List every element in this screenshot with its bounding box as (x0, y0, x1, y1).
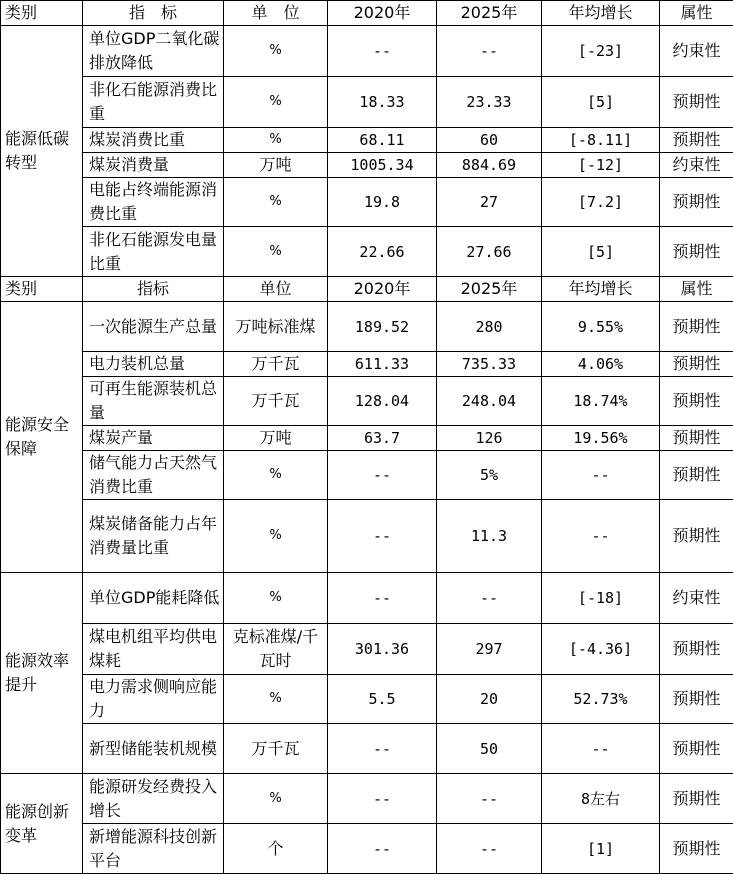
header-2020: 2020年 (328, 1, 437, 26)
value-2020-cell: 19.8 (328, 178, 437, 227)
attribute-cell: 预期性 (660, 774, 733, 824)
header-category: 类别 (1, 277, 83, 302)
table-row (1, 227, 733, 277)
value-2025-cell: 11.3 (437, 500, 542, 573)
indicator-cell: 电能占终端能源消费比重 (83, 178, 224, 227)
attribute-cell: 预期性 (660, 724, 733, 774)
header-growth: 年均增长 (542, 1, 660, 26)
unit-cell: 克标准煤/千瓦时 (224, 624, 328, 675)
attribute-cell: 约束性 (660, 573, 733, 624)
growth-cell: 18.74% (542, 377, 660, 426)
growth-cell: 19.56% (542, 426, 660, 451)
table-header-row (1, 1, 733, 26)
unit-cell: 万千瓦 (224, 724, 328, 774)
table-row (1, 178, 733, 227)
value-2020-cell: -- (328, 573, 437, 624)
header-2025: 2025年 (437, 1, 542, 26)
growth-cell: 52.73% (542, 675, 660, 724)
value-2020-cell: 301.36 (328, 624, 437, 675)
unit-cell: 万千瓦 (224, 377, 328, 426)
unit-cell: % (224, 128, 328, 153)
table-row (1, 77, 733, 128)
indicator-cell: 煤炭消费比重 (83, 128, 224, 153)
table-row (1, 352, 733, 377)
table-row (1, 377, 733, 426)
unit-cell: % (224, 227, 328, 277)
growth-cell: [-4.36] (542, 624, 660, 675)
value-2025-cell: -- (437, 774, 542, 824)
attribute-cell: 预期性 (660, 377, 733, 426)
attribute-cell: 预期性 (660, 500, 733, 573)
value-2020-cell: 68.11 (328, 128, 437, 153)
attribute-cell: 预期性 (660, 624, 733, 675)
attribute-cell: 预期性 (660, 352, 733, 377)
unit-cell: 个 (224, 824, 328, 874)
indicator-cell: 煤电机组平均供电煤耗 (83, 624, 224, 675)
indicator-cell: 新增能源科技创新平台 (83, 824, 224, 874)
value-2020-cell: 1005.34 (328, 153, 437, 178)
value-2020-cell: -- (328, 824, 437, 874)
growth-cell: [-8.11] (542, 128, 660, 153)
header-unit: 单位 (224, 277, 328, 302)
attribute-cell: 预期性 (660, 675, 733, 724)
growth-cell: [7.2] (542, 178, 660, 227)
attribute-cell: 预期性 (660, 77, 733, 128)
value-2025-cell: -- (437, 573, 542, 624)
header-growth: 年均增长 (542, 277, 660, 302)
unit-cell: 万吨 (224, 426, 328, 451)
unit-cell: % (224, 451, 328, 500)
value-2025-cell: 735.33 (437, 352, 542, 377)
section-category: 能源低碳转型 (1, 26, 83, 277)
value-2020-cell: -- (328, 500, 437, 573)
header-indicator: 指 标 (83, 1, 224, 26)
unit-cell: % (224, 573, 328, 624)
section-category: 能源安全保障 (1, 302, 83, 573)
attribute-cell: 约束性 (660, 153, 733, 178)
table-row (1, 724, 733, 774)
growth-cell: [5] (542, 227, 660, 277)
section-category: 能源创新变革 (1, 774, 83, 874)
value-2025-cell: 5% (437, 451, 542, 500)
value-2020-cell: 18.33 (328, 77, 437, 128)
attribute-cell: 预期性 (660, 302, 733, 352)
unit-cell: % (224, 178, 328, 227)
table-row (1, 624, 733, 675)
table-row (1, 128, 733, 153)
table-row (1, 302, 733, 352)
header-2025: 2025年 (437, 277, 542, 302)
indicator-cell: 煤炭产量 (83, 426, 224, 451)
attribute-cell: 预期性 (660, 426, 733, 451)
table-row (1, 426, 733, 451)
value-2025-cell: 280 (437, 302, 542, 352)
value-2025-cell: -- (437, 26, 542, 77)
value-2020-cell: 22.66 (328, 227, 437, 277)
growth-cell: [-23] (542, 26, 660, 77)
unit-cell: 万千瓦 (224, 352, 328, 377)
header-attr: 属性 (660, 277, 733, 302)
value-2020-cell: 189.52 (328, 302, 437, 352)
table-header-row (1, 277, 733, 302)
table-row (1, 451, 733, 500)
value-2025-cell: 50 (437, 724, 542, 774)
table-row (1, 153, 733, 178)
value-2025-cell: 126 (437, 426, 542, 451)
value-2020-cell: -- (328, 774, 437, 824)
indicator-cell: 非化石能源消费比重 (83, 77, 224, 128)
indicator-cell: 单位GDP二氧化碳排放降低 (83, 26, 224, 77)
attribute-cell: 预期性 (660, 227, 733, 277)
attribute-cell: 预期性 (660, 451, 733, 500)
value-2025-cell: 60 (437, 128, 542, 153)
indicator-cell: 可再生能源装机总量 (83, 377, 224, 426)
unit-cell: % (224, 500, 328, 573)
table-row (1, 26, 733, 77)
growth-cell: 9.55% (542, 302, 660, 352)
header-attr: 属性 (660, 1, 733, 26)
value-2025-cell: 27.66 (437, 227, 542, 277)
value-2020-cell: 5.5 (328, 675, 437, 724)
header-2020: 2020年 (328, 277, 437, 302)
indicator-cell: 新型储能装机规模 (83, 724, 224, 774)
header-indicator: 指标 (83, 277, 224, 302)
growth-cell: [-18] (542, 573, 660, 624)
indicator-cell: 电力需求侧响应能力 (83, 675, 224, 724)
attribute-cell: 预期性 (660, 128, 733, 153)
unit-cell: % (224, 77, 328, 128)
indicator-cell: 能源研发经费投入增长 (83, 774, 224, 824)
section-category: 能源效率提升 (1, 573, 83, 774)
indicator-cell: 储气能力占天然气消费比重 (83, 451, 224, 500)
value-2025-cell: 248.04 (437, 377, 542, 426)
header-category: 类别 (1, 1, 83, 26)
table-row (1, 774, 733, 824)
value-2020-cell: -- (328, 724, 437, 774)
table-row (1, 675, 733, 724)
value-2025-cell: 23.33 (437, 77, 542, 128)
unit-cell: 万吨标准煤 (224, 302, 328, 352)
unit-cell: % (224, 774, 328, 824)
table-row (1, 824, 733, 874)
value-2020-cell: -- (328, 26, 437, 77)
growth-cell: 4.06% (542, 352, 660, 377)
attribute-cell: 约束性 (660, 26, 733, 77)
indicator-cell: 非化石能源发电量比重 (83, 227, 224, 277)
indicator-cell: 煤炭储备能力占年消费量比重 (83, 500, 224, 573)
growth-cell: -- (542, 724, 660, 774)
growth-cell: [5] (542, 77, 660, 128)
value-2025-cell: 20 (437, 675, 542, 724)
table-row (1, 500, 733, 573)
unit-cell: % (224, 26, 328, 77)
value-2025-cell: 884.69 (437, 153, 542, 178)
attribute-cell: 预期性 (660, 178, 733, 227)
indicator-cell: 电力装机总量 (83, 352, 224, 377)
growth-cell: 8左右 (542, 774, 660, 824)
value-2020-cell: 128.04 (328, 377, 437, 426)
header-unit: 单 位 (224, 1, 328, 26)
growth-cell: -- (542, 500, 660, 573)
value-2020-cell: 611.33 (328, 352, 437, 377)
growth-cell: [-12] (542, 153, 660, 178)
growth-cell: [1] (542, 824, 660, 874)
unit-cell: 万吨 (224, 153, 328, 178)
indicator-cell: 一次能源生产总量 (83, 302, 224, 352)
indicator-cell: 煤炭消费量 (83, 153, 224, 178)
attribute-cell: 预期性 (660, 824, 733, 874)
growth-cell: -- (542, 451, 660, 500)
value-2020-cell: 63.7 (328, 426, 437, 451)
value-2025-cell: -- (437, 824, 542, 874)
unit-cell: % (224, 675, 328, 724)
value-2025-cell: 297 (437, 624, 542, 675)
indicator-cell: 单位GDP能耗降低 (83, 573, 224, 624)
table-row (1, 573, 733, 624)
value-2020-cell: -- (328, 451, 437, 500)
value-2025-cell: 27 (437, 178, 542, 227)
